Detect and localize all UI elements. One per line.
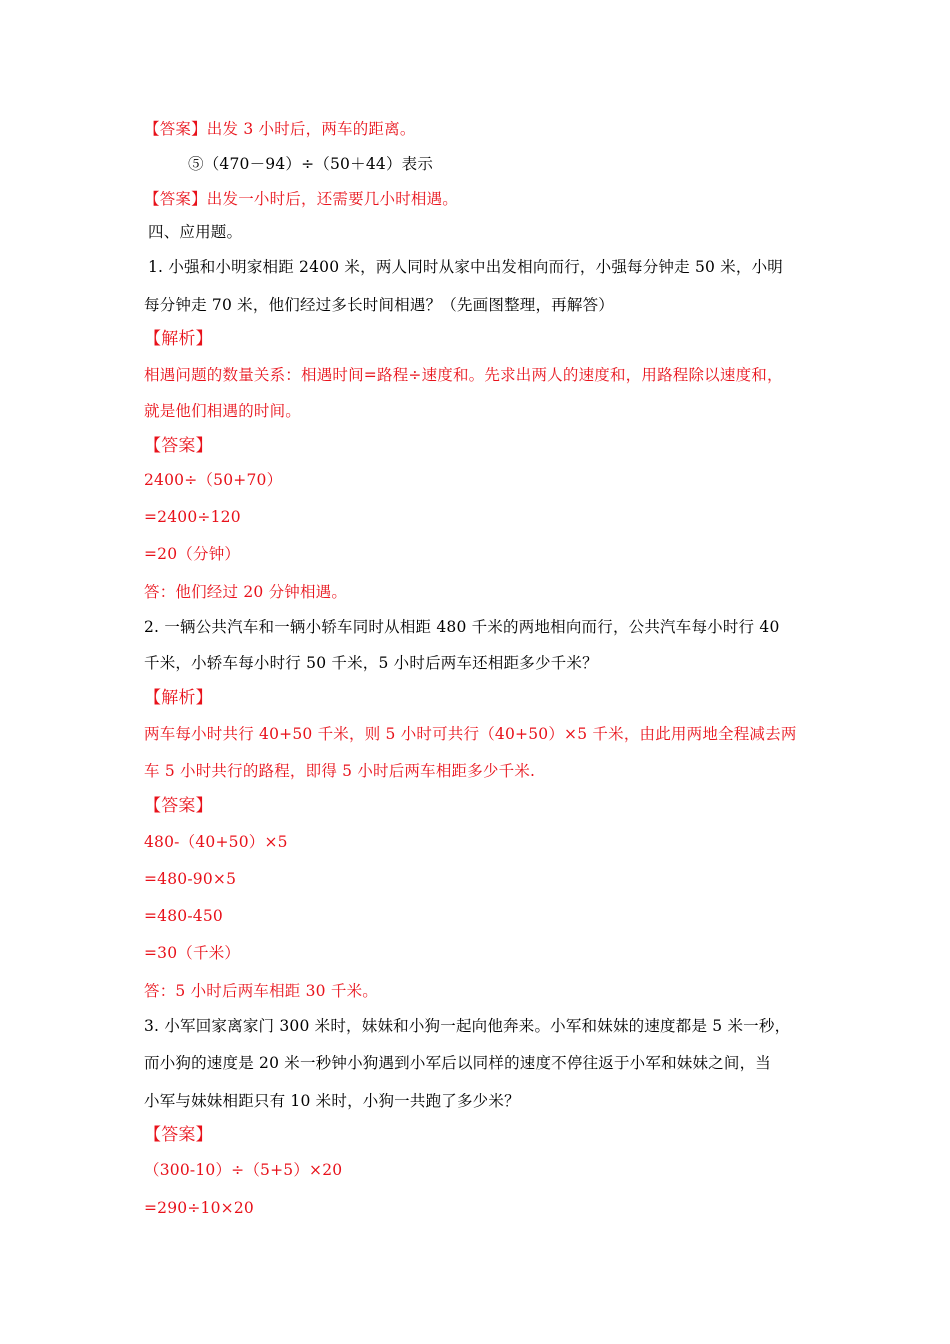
answer-label: 【答案】 xyxy=(144,796,213,816)
final-answer: 答：他们经过 20 分钟相遇。 xyxy=(144,583,348,601)
answer-line: 【答案】出发一小时后，还需要几小时相遇。 xyxy=(144,190,459,208)
solution-step: （300-10）÷（5+5）×20 xyxy=(144,1161,343,1179)
solution-step: =290÷10×20 xyxy=(144,1199,254,1217)
analysis-text: 就是他们相遇的时间。 xyxy=(144,402,302,420)
solution-step: 480-（40+50）×5 xyxy=(144,833,288,851)
problem-2-text: 2. 一辆公共汽车和一辆小轿车同时从相距 480 千米的两地相向而行，公共汽车每小时行 40 xyxy=(144,618,780,636)
answer-line: 【答案】出发 3 小时后，两车的距离。 xyxy=(144,120,416,138)
answer-label: 【答案】 xyxy=(144,1125,213,1145)
question-item-5: ⑤（470－94）÷（50＋44）表示 xyxy=(188,155,434,173)
solution-step: =480-450 xyxy=(144,907,223,925)
analysis-label: 【解析】 xyxy=(144,688,213,708)
solution-step: 2400÷（50+70） xyxy=(144,471,283,489)
problem-3-text: 而小狗的速度是 20 米一秒钟小狗遇到小军后以同样的速度不停往返于小军和妹妹之间，当 xyxy=(144,1054,771,1072)
problem-1-text: 1. 小强和小明家相距 2400 米，两人同时从家中出发相向而行，小强每分钟走 50 米，小明 xyxy=(148,258,783,276)
analysis-text: 相遇问题的数量关系：相遇时间=路程÷速度和。先求出两人的速度和，用路程除以速度和， xyxy=(144,366,783,384)
analysis-text: 两车每小时共行 40+50 千米，则 5 小时可共行（40+50）×5 千米，由此用两地全程减去两 xyxy=(144,725,797,743)
analysis-label: 【解析】 xyxy=(144,329,213,349)
problem-3-text: 小军与妹妹相距只有 10 米时，小狗一共跑了多少米？ xyxy=(144,1092,520,1110)
solution-step: =20（分钟） xyxy=(144,545,241,563)
final-answer: 答：5 小时后两车相距 30 千米。 xyxy=(144,982,378,1000)
section-heading: 四、应用题。 xyxy=(148,223,243,241)
solution-step: =480-90×5 xyxy=(144,870,237,888)
problem-2-text: 千米，小轿车每小时行 50 千米，5 小时后两车还相距多少千米？ xyxy=(144,654,598,672)
problem-1-text: 每分钟走 70 米，他们经过多长时间相遇？（先画图整理，再解答） xyxy=(144,296,614,314)
answer-label: 【答案】 xyxy=(144,436,213,456)
problem-3-text: 3. 小军回家离家门 300 米时，妹妹和小狗一起向他奔来。小军和妹妹的速度都是 5 米一秒， xyxy=(144,1017,791,1035)
analysis-text: 车 5 小时共行的路程，即得 5 小时后两车相距多少千米. xyxy=(144,762,536,780)
solution-step: =30（千米） xyxy=(144,944,241,962)
solution-step: =2400÷120 xyxy=(144,508,241,526)
